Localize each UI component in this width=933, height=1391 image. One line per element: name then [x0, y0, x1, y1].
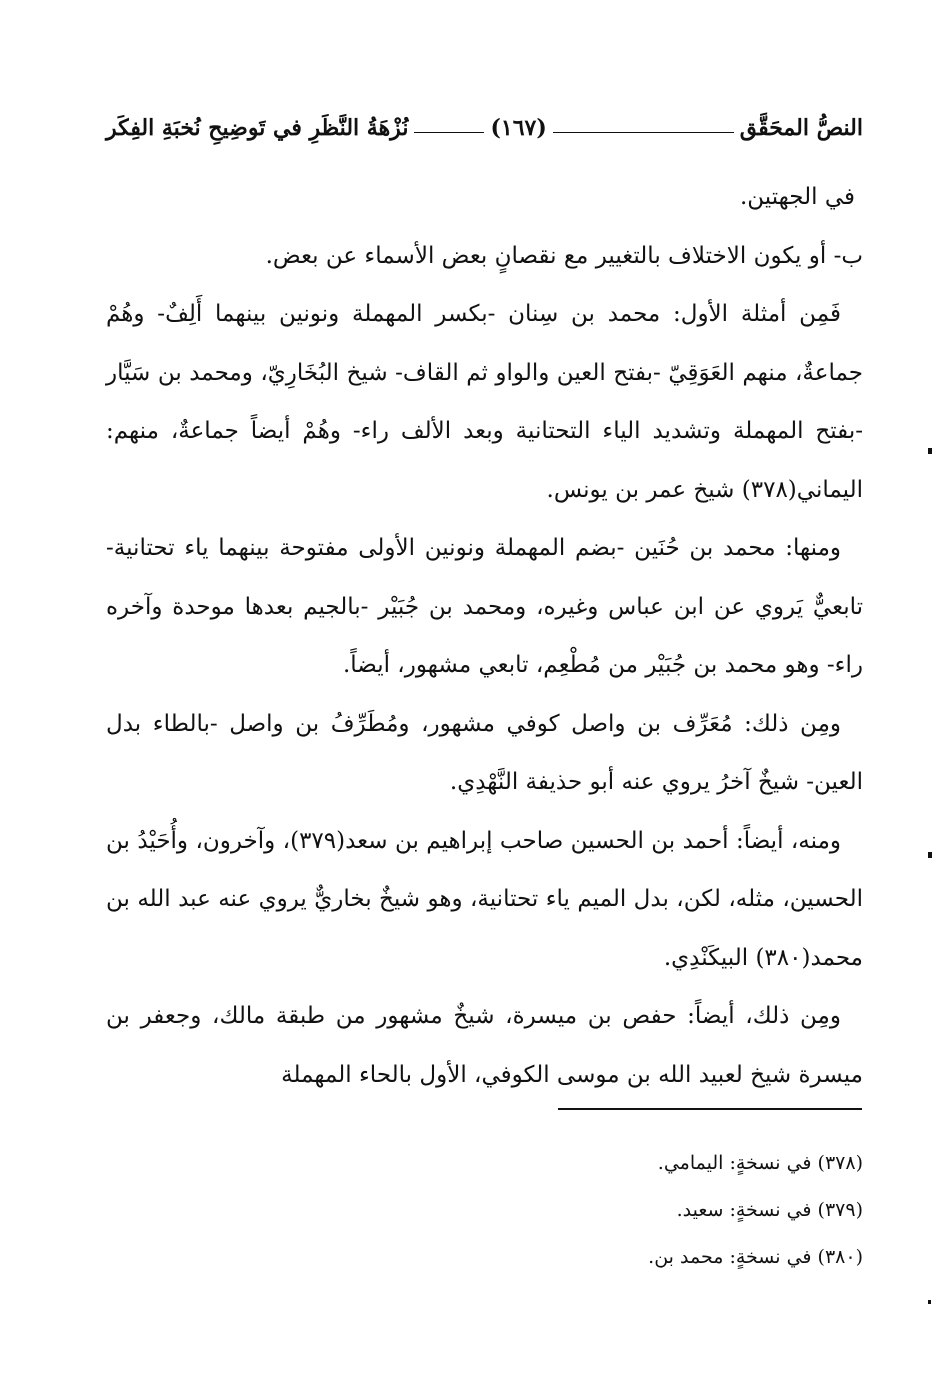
paragraph: ومِن ذلك: مُعَرِّف بن واصل كوفي مشهور، ومُطَرِّفُ بن واصل -بالطاء بدل العين- شيخٌ آخرُ يروي عنه أبو حذيفة النَّهْدِي.	[106, 710, 863, 795]
paragraph: ومنه، أيضاً: أحمد بن الحسين صاحب إبراهيم بن سعد(٣٧٩)، وآخرون، وأُحَيْدُ بن الحسين، مثله، لكن، بدل الميم ياء تحتانية، وهو شيخٌ بخاريٌّ يروي عنه عبد الله بن محمد(٣٨٠) البيكَنْدِي.	[106, 827, 863, 971]
page-number: (١٦٧)	[490, 115, 547, 141]
header-section-title: النصُّ المحَقَّق	[739, 115, 863, 141]
running-header	[106, 108, 863, 148]
scan-speck	[928, 852, 932, 858]
footnote: (٣٧٩) في نسخةٍ: سعيد.	[676, 1199, 863, 1221]
paragraph: في الجهتين.	[739, 184, 855, 210]
main-text	[106, 168, 863, 1104]
header-rule-right	[553, 132, 734, 133]
footnotes	[106, 1140, 863, 1281]
header-rule-left	[414, 132, 484, 133]
scan-speck	[928, 448, 932, 454]
paragraph: ومنها: محمد بن حُنَين -بضم المهملة ونونين الأولى مفتوحة بينهما ياء تحتانية- تابعيٌّ يَروي عن ابن عباس وغيره، ومحمد بن جُبَيْر -بالجيم بعدها موحدة وآخره راء- وهو محمد بن جُبَيْر من مُطْعِم، تابعي مشهور، أيضاً.	[106, 535, 863, 678]
paragraph: ب- أو يكون الاختلاف بالتغيير مع نقصانٍ بعض الأسماء عن بعض.	[265, 242, 863, 269]
footnote: (٣٧٨) في نسخةٍ: اليمامي.	[657, 1152, 863, 1174]
paragraph: ومِن ذلك، أيضاً: حفص بن ميسرة، شيخٌ مشهور من طبقة مالك، وجعفر بن ميسرة شيخ لعبيد الله بن موسى الكوفي، الأول بالحاء المهملة	[106, 1003, 863, 1088]
header-book-title: نُزْهَةُ النَّظَرِ في تَوضِيحِ نُخبَةِ الفِكَر	[106, 115, 409, 141]
footnote: (٣٨٠) في نسخةٍ: محمد بن.	[648, 1246, 863, 1268]
footnote-separator	[558, 1108, 862, 1110]
paragraph: فَمِن أمثلة الأول: محمد بن سِنان -بكسر المهملة ونونين بينهما أَلِفٌ- وهُمْ جماعةٌ، منهم العَوَقِيّ -بفتح العين والواو ثم القاف- شيخ البُخَارِيّ، ومحمد بن سَيَّار -بفتح المهملة وتشديد الياء التحتانية وبعد الألف راء- وهُمْ أيضاً جماعةٌ، منهم: اليماني(٣٧٨) شيخ عمر بن يونس.	[106, 301, 863, 503]
scan-speck	[928, 1300, 931, 1304]
